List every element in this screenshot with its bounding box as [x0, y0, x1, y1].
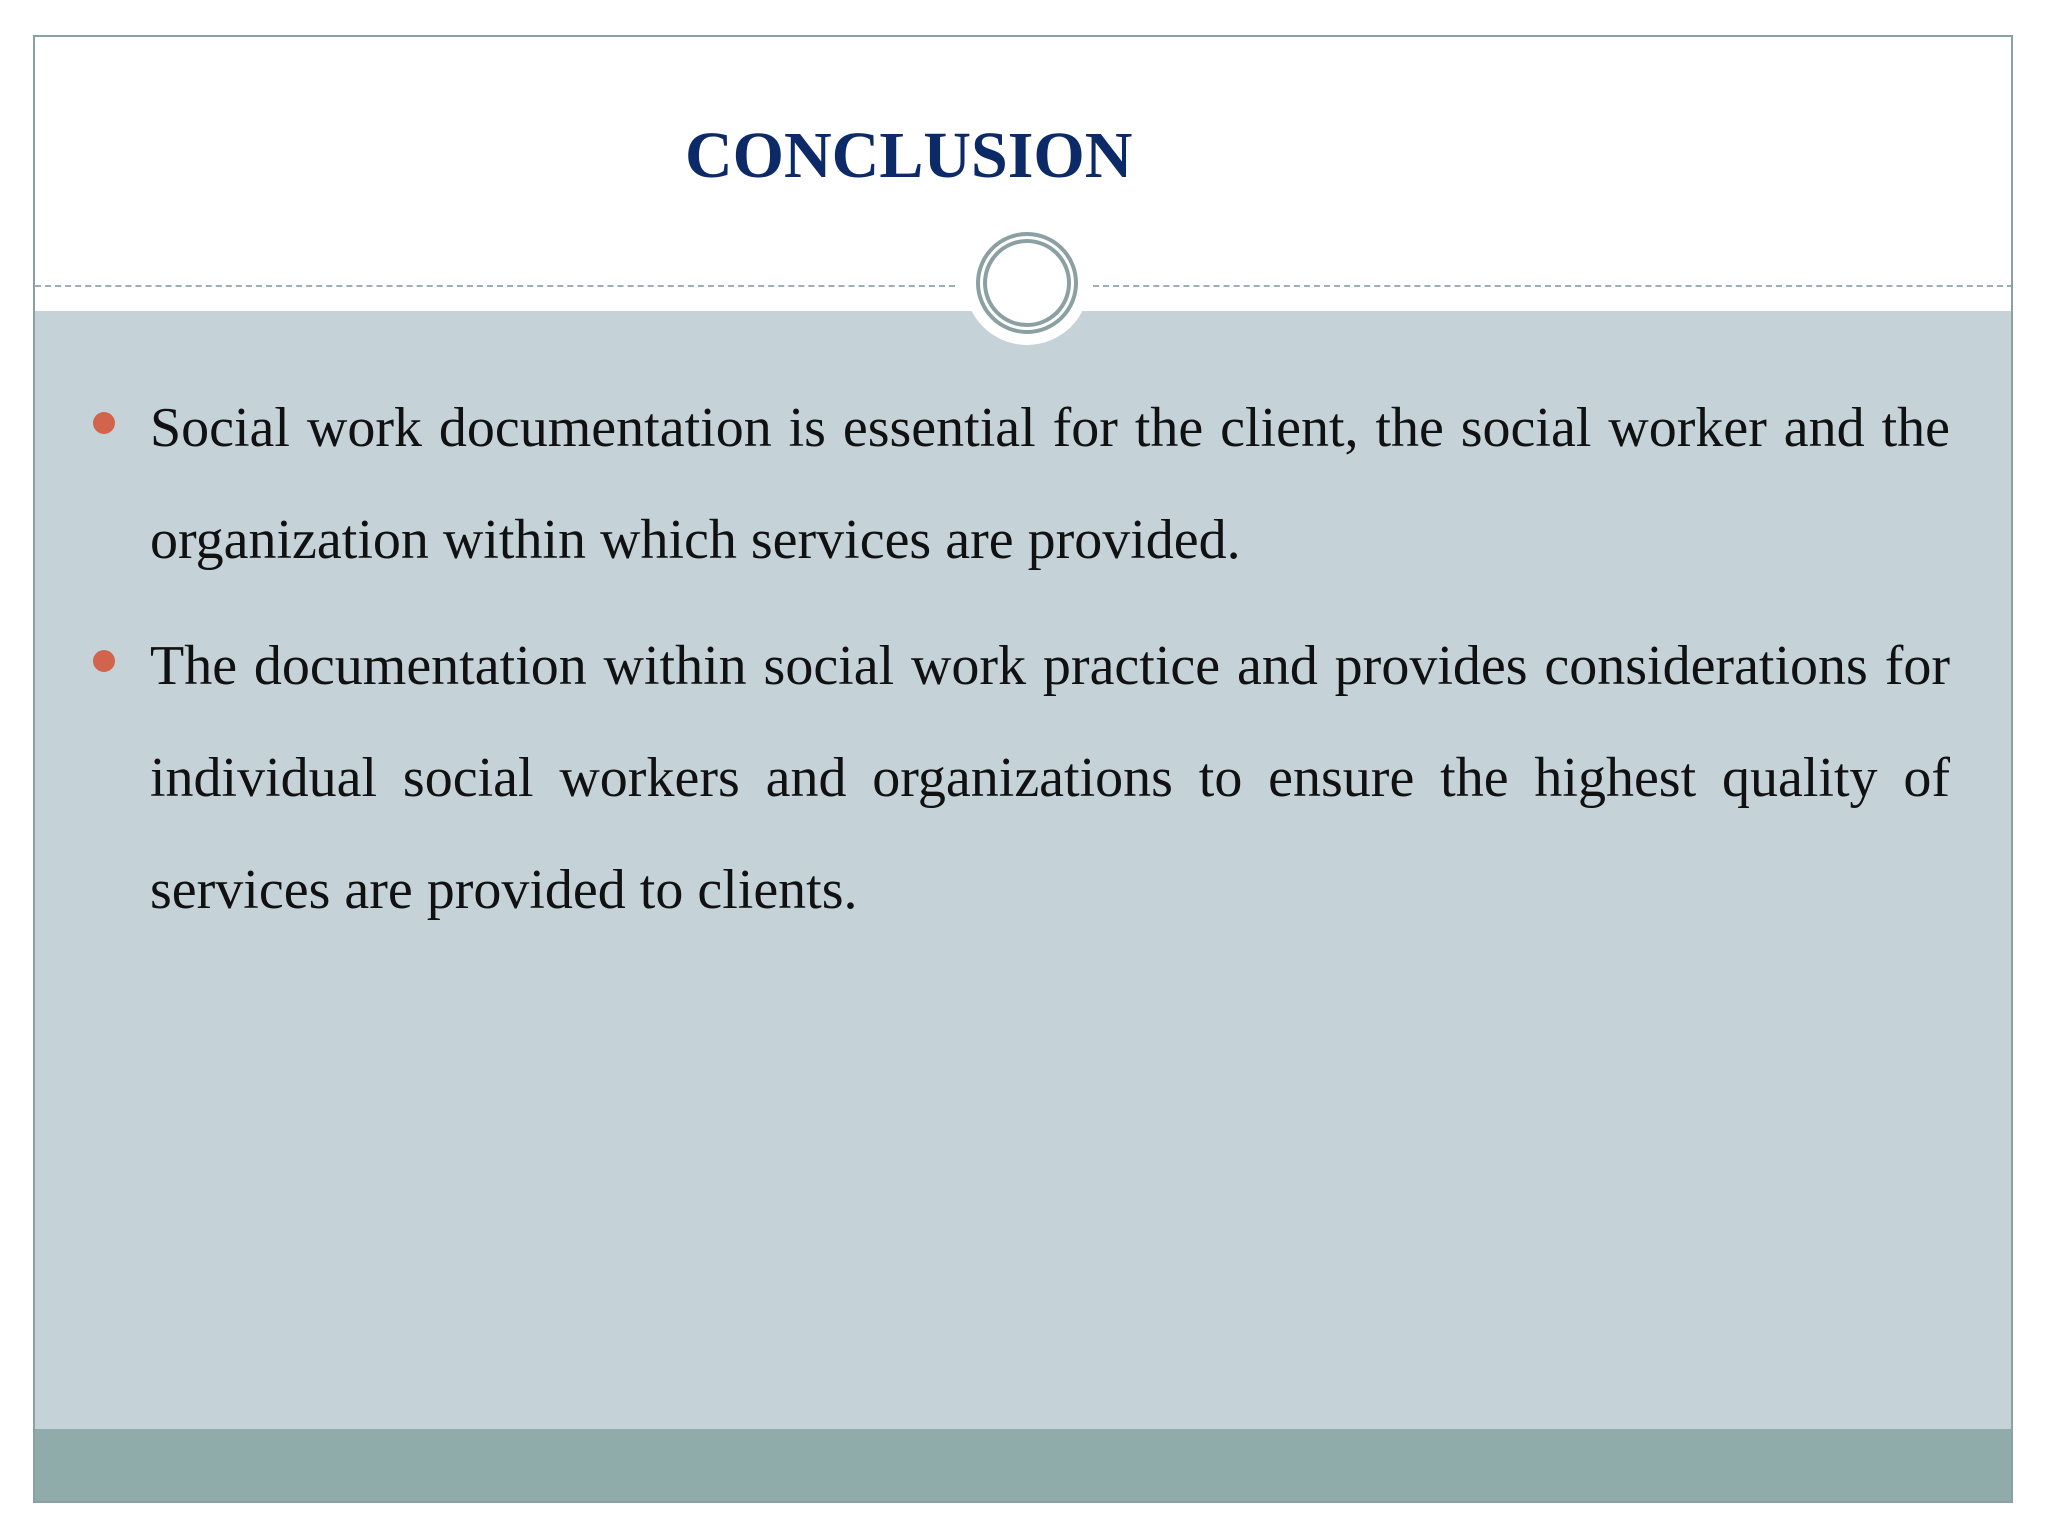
slide: [33, 35, 2013, 1503]
bullet-item: [35, 372, 2011, 596]
slide-title: CONCLUSION: [685, 119, 1133, 192]
circle-ornament-icon: [965, 221, 1089, 345]
bullet-item: [35, 610, 2011, 946]
bullet-dot-icon: [93, 412, 115, 434]
bullet-dot-icon: [93, 650, 115, 672]
title-divider-right: [1093, 285, 2013, 287]
bullet-text: The documentation within social work practice and provides considerations for individual social workers and organizations to ensure the highest quality of services are provided to clients.: [150, 635, 1950, 921]
footer-band: [35, 1429, 2011, 1503]
bullet-text: Social work documentation is essential for the client, the social worker and the organization within which services are provided.: [150, 397, 1950, 571]
inner-ring: [983, 239, 1071, 327]
title-divider-left: [35, 285, 955, 287]
bullet-list: [35, 372, 2011, 960]
